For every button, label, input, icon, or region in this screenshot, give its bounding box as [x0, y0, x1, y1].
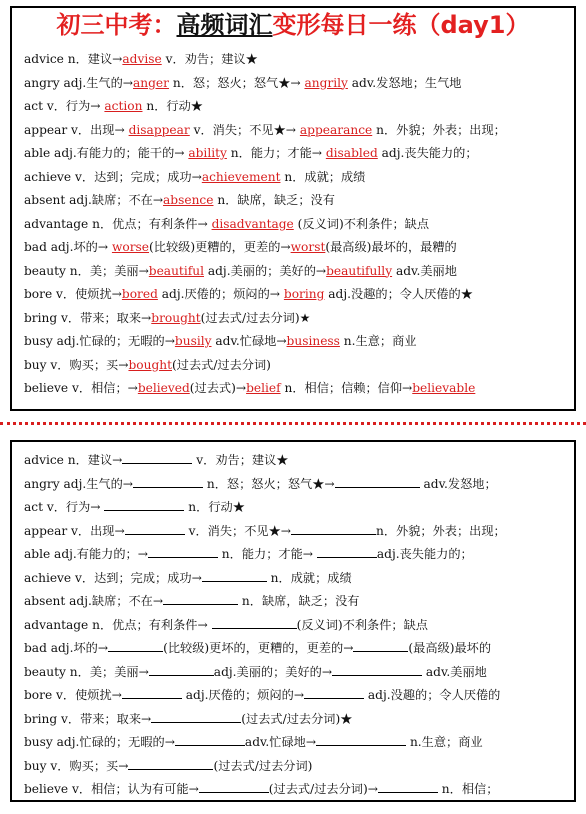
row-text: n．相信；信赖；信仰→	[280, 381, 413, 395]
row-text: absent adj.缺席；不在→	[24, 193, 164, 207]
fill-blank[interactable]	[202, 569, 267, 582]
row-text: n．外貌；外表；出现；	[376, 523, 506, 538]
fill-blank[interactable]	[304, 686, 364, 699]
row-text: buy v．购买；买→	[24, 758, 129, 773]
row-text: v．消失；不见★→	[184, 523, 292, 538]
answer-word: anger	[133, 75, 169, 90]
row-text: n．能力；才能→	[226, 146, 326, 160]
answer-row	[24, 166, 569, 190]
fill-blank[interactable]	[122, 451, 192, 464]
row-text: n．行动★	[142, 99, 203, 113]
answer-word: appearance	[299, 122, 373, 137]
row-text: angry adj.生气的→	[24, 75, 133, 90]
row-text: n．成就；成绩	[266, 570, 352, 585]
exercise-row	[24, 449, 569, 473]
row-text: adj.丧失能力的；	[377, 146, 478, 160]
answer-row	[24, 354, 569, 378]
row-text: appear v．出现→	[24, 122, 129, 137]
fill-blank[interactable]	[317, 545, 377, 558]
row-text: n.生意；商业	[406, 735, 483, 749]
row-text: (过去式/过去分词)	[213, 758, 313, 773]
row-text: busy adj.忙碌的；无暇的→	[24, 735, 175, 749]
fill-blank[interactable]	[122, 686, 182, 699]
row-text: bore v．使烦扰→	[24, 287, 122, 301]
row-text: angry adj.生气的→	[24, 476, 133, 491]
row-text: believe v．相信；认为有可能→	[24, 782, 199, 796]
section-divider	[0, 422, 586, 425]
answer-row	[24, 260, 569, 284]
row-text: absent adj.缺席；不在→	[24, 594, 164, 608]
fill-blank[interactable]	[151, 710, 241, 723]
fill-blank[interactable]	[163, 592, 238, 605]
row-text: achieve v．达到；完成；成功→	[24, 169, 202, 184]
answer-row	[24, 283, 569, 307]
exercise-row	[24, 755, 569, 779]
row-text: v．消失；不见★→	[189, 122, 300, 137]
row-text: n．怒；怒火；怒气★→	[168, 75, 305, 90]
answer-word: ability	[188, 146, 227, 160]
answer-row	[24, 307, 569, 331]
exercise-row	[24, 661, 569, 685]
exercise-row	[24, 614, 569, 638]
row-text: n．成就；成绩	[280, 169, 366, 184]
row-text: adj.丧失能力的；	[376, 547, 473, 561]
row-text: adj.没趣的；令人厌倦的	[364, 688, 501, 702]
row-text: n.生意；商业	[339, 334, 417, 348]
row-text: advice n．建议→	[24, 453, 123, 467]
row-text: (反义词)不利条件；缺点	[296, 617, 428, 632]
answer-row	[24, 95, 569, 119]
row-text: believe v．相信；→	[24, 381, 138, 395]
row-text: adj.厌倦的；烦闷的→	[157, 287, 284, 301]
answer-word: bought	[128, 357, 172, 372]
row-text: bring v．带来；取来→	[24, 310, 152, 325]
exercise-row	[24, 520, 569, 544]
row-text: adv.发怒地；生气地	[347, 75, 462, 90]
row-text: n．怒；怒火；怒气★→	[203, 476, 335, 491]
answer-row	[24, 189, 569, 213]
row-text: bring v．带来；取来→	[24, 711, 152, 726]
answer-word: angrily	[304, 75, 348, 90]
exercise-row	[24, 473, 569, 497]
fill-blank[interactable]	[108, 639, 163, 652]
row-text: n．缺席，缺乏；没有	[238, 594, 360, 608]
row-text: (反义词)不利条件；缺点	[293, 216, 430, 231]
answer-word: business	[286, 334, 340, 348]
answer-word: belief	[246, 381, 281, 395]
exercise-row	[24, 567, 569, 591]
fill-blank[interactable]	[378, 780, 438, 793]
answer-word: disappear	[128, 122, 190, 137]
fill-blank[interactable]	[133, 475, 203, 488]
answer-row	[24, 142, 569, 166]
answer-word: action	[104, 99, 143, 113]
answer-word: bored	[121, 287, 158, 301]
row-text: bore v．使烦扰→	[24, 688, 122, 702]
row-text: advantage n．优点；有利条件→	[24, 216, 212, 231]
exercise-row	[24, 684, 569, 708]
row-text: achieve v．达到；完成；成功→	[24, 570, 202, 585]
answer-word: disabled	[325, 146, 378, 160]
row-text: advantage n．优点；有利条件→	[24, 617, 212, 632]
row-text: adj.美丽的；美好的→	[213, 664, 333, 679]
row-text: appear v．出现→	[24, 523, 125, 538]
fill-blank[interactable]	[125, 522, 185, 535]
fill-blank[interactable]	[212, 616, 297, 629]
answer-word: achievement	[201, 169, 281, 184]
fill-blank[interactable]	[175, 733, 245, 746]
exercise-row	[24, 778, 569, 802]
answer-word: busily	[174, 334, 212, 348]
row-text: (过去式/过去分词)★	[241, 711, 353, 726]
exercise-row	[24, 590, 569, 614]
fill-blank[interactable]	[316, 733, 406, 746]
row-text: adv.发怒地；	[419, 476, 497, 491]
row-text: able adj.有能力的；能干的→	[24, 146, 189, 160]
answer-word: worse	[111, 240, 149, 254]
answer-list	[24, 48, 569, 401]
row-text: buy v．购买；买→	[24, 357, 129, 372]
row-text: n．相信；	[437, 782, 499, 796]
row-text: (过去式/过去分词)	[172, 357, 271, 372]
row-text: adj.没趣的；令人厌倦的★	[324, 287, 473, 301]
row-text: (过去式/过去分词)★	[200, 310, 311, 325]
row-text: bad adj.坏的→	[24, 240, 112, 254]
row-text: n．外貌；外表；出现；	[372, 122, 506, 137]
exercise-row	[24, 731, 569, 755]
fill-blank[interactable]	[332, 663, 422, 676]
row-text: (过去式)→	[189, 381, 247, 395]
answer-word: advise	[122, 52, 162, 66]
answer-row	[24, 377, 569, 401]
row-text: adv.美丽地	[392, 263, 457, 278]
answer-row	[24, 48, 569, 72]
exercise-list	[24, 449, 569, 802]
row-text: advice n．建议→	[24, 52, 123, 66]
row-text: (比较级)更糟的，更差的→	[149, 240, 291, 254]
answer-row	[24, 119, 569, 143]
fill-blank[interactable]	[199, 780, 269, 793]
fill-blank[interactable]	[353, 639, 408, 652]
row-text: adv.忙碌地→	[211, 334, 287, 348]
row-text: (比较级)更坏的，更糟的，更差的→	[163, 641, 354, 655]
answer-word: boring	[283, 287, 325, 301]
answer-row	[24, 236, 569, 260]
row-text: (最高级)最坏的	[408, 641, 492, 655]
row-text: adv.忙碌地→	[244, 735, 317, 749]
row-text: n．能力；才能→	[217, 547, 317, 561]
answer-word: believed	[137, 381, 190, 395]
answer-word: believable	[412, 381, 476, 395]
row-text: adj.美丽的；美好的→	[203, 263, 327, 278]
fill-blank[interactable]	[335, 475, 420, 488]
row-text: act v．行为→	[24, 99, 105, 113]
answer-word: brought	[151, 310, 201, 325]
row-text: (最高级)最坏的，最糟的	[325, 240, 457, 254]
fill-blank[interactable]	[149, 663, 214, 676]
fill-blank[interactable]	[128, 757, 213, 770]
row-text: (过去式/过去分词)→	[268, 782, 378, 796]
page-title: 初三中考：高频词汇变形每日一练（day1）	[56, 11, 530, 39]
exercise-row	[24, 496, 569, 520]
fill-blank[interactable]	[291, 522, 376, 535]
answer-word: beautiful	[148, 263, 204, 278]
row-text: adj.厌倦的；烦闷的→	[181, 688, 305, 702]
row-text: busy adj.忙碌的；无暇的→	[24, 334, 175, 348]
answer-word: disadvantage	[211, 216, 294, 231]
exercise-row	[24, 543, 569, 567]
answer-word: worst	[290, 240, 326, 254]
exercise-row	[24, 708, 569, 732]
row-text: beauty n．美；美丽→	[24, 664, 149, 679]
row-text: n．行动★	[184, 500, 245, 514]
row-text: bad adj.坏的→	[24, 641, 109, 655]
fill-blank[interactable]	[104, 498, 184, 511]
answer-row	[24, 213, 569, 237]
row-text: adv.美丽地	[422, 664, 487, 679]
row-text: act v．行为→	[24, 500, 105, 514]
row-text: v．劝告；建议★	[161, 52, 258, 66]
answer-word: absence	[163, 193, 214, 207]
fill-blank[interactable]	[148, 545, 218, 558]
answer-word: beautifully	[326, 263, 393, 278]
row-text: able adj.有能力的；→	[24, 547, 148, 561]
exercise-row	[24, 637, 569, 661]
answer-row	[24, 72, 569, 96]
answer-row	[24, 330, 569, 354]
row-text: beauty n．美；美丽→	[24, 263, 149, 278]
row-text: v．劝告；建议★	[192, 453, 289, 467]
row-text: n．缺席，缺乏；没有	[213, 193, 335, 207]
